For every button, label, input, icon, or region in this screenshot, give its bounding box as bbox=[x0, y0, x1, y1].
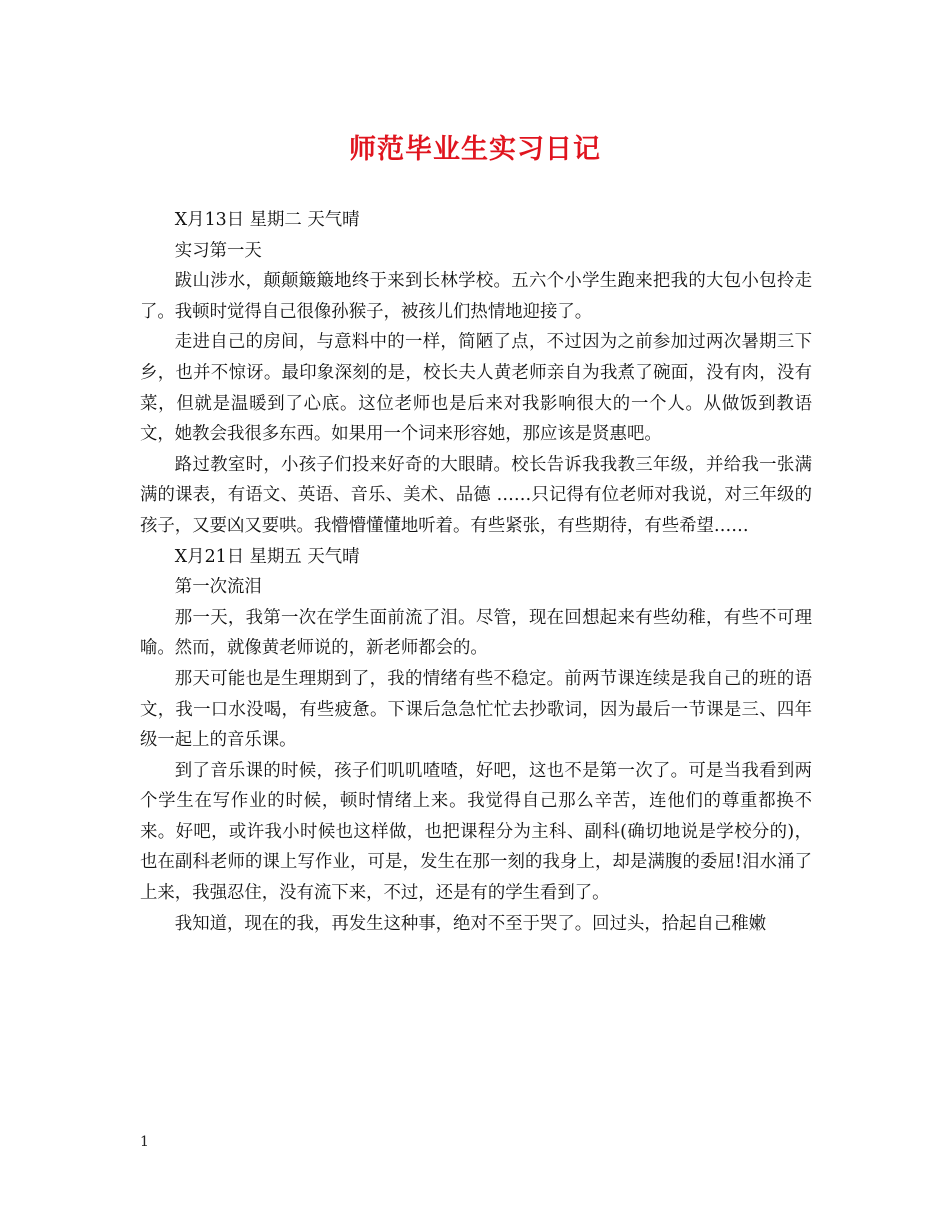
body-paragraph: 跋山涉水，颠颠簸簸地终于来到长林学校。五六个小学生跑来把我的大包小包拎走了。我顿时觉得自己很像孙猴子，被孩儿们热情地迎接了。 bbox=[140, 271, 812, 322]
body-paragraph: 我知道，现在的我，再发生这种事，绝对不至于哭了。回过头，拾起自己稚嫩 bbox=[174, 913, 767, 934]
body-paragraph: 那天可能也是生理期到了，我的情绪有些不稳定。前两节课连续是我自己的班的语文，我一口水没喝，有些疲惫。下课后急急忙忙去抄歌词，因为最后一节课是三、四年级一起上的音乐课。 bbox=[140, 668, 812, 751]
body-paragraph: 路过教室时，小孩子们投来好奇的大眼睛。校长告诉我我教三年级，并给我一张满满的课表，有语文、英语、音乐、美术、品德 ……只记得有位老师对我说，对三年级的孩子，又要凶又要哄。我懵懵懂懂地听着。有些紧张，有些期待，有些希望…… bbox=[140, 454, 812, 536]
body-paragraph: 到了音乐课的时候，孩子们叽叽喳喳，好吧，这也不是第一次了。可是当我看到两个学生在写作业的时候，顿时情绪上来。我觉得自己那么辛苦，连他们的尊重都换不来。好吧，或许我小时候也这样做，也把课程分为主科、副科(确切地说是学校分的)，也在副科老师的课上写作业，可是，发生在那一刻的我身上，却是满腹的委屈!泪水涌了上来，我强忍住，没有流下来，不过，还是有的学生看到了。 bbox=[140, 760, 812, 904]
diary-heading-1: 实习第一天 bbox=[174, 240, 262, 261]
body-paragraph: 走进自己的房间，与意料中的一样，简陋了点，不过因为之前参加过两次暑期三下乡，也并不惊讶。最印象深刻的是，校长夫人黄老师亲自为我煮了碗面，没有肉，没有菜，但就是温暖到了心底。这位老师也是后来对我影响很大的一个人。从做饭到教语文，她教会我很多东西。如果用一个词来形容她，那应该是贤惠吧。 bbox=[140, 332, 812, 445]
page-number: 1 bbox=[140, 1134, 149, 1150]
diary-heading-2: 第一次流泪 bbox=[174, 577, 262, 598]
diary-date-entry-1: X月13日 星期二 天气晴 bbox=[174, 210, 360, 230]
diary-date-entry-2: X月21日 星期五 天气晴 bbox=[174, 546, 360, 567]
document-title: 师范毕业生实习日记 bbox=[349, 134, 601, 165]
document-body bbox=[140, 205, 812, 939]
body-paragraph: 那一天，我第一次在学生面前流了泪。尽管，现在回想起来有些幼稚，有些不可理喻。然而，就像黄老师说的，新老师都会的。 bbox=[140, 607, 812, 659]
